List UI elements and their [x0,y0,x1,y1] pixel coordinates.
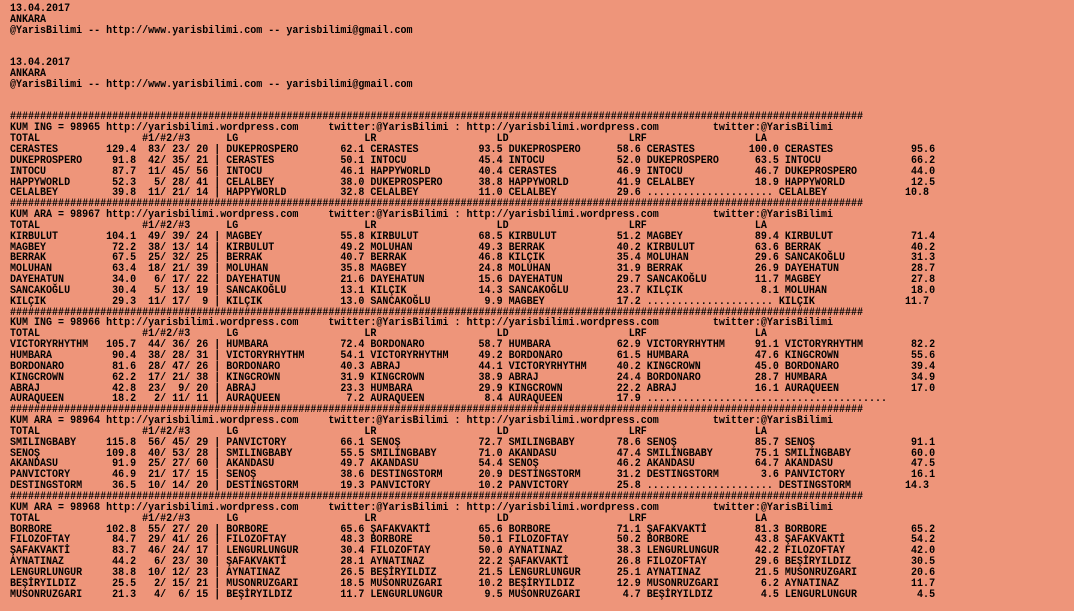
blank-line [10,47,935,58]
report-line: DUKEPROSPERO 91.8 42/ 35/ 21 | CERASTES 50.1 INTOCU 45.4 INTOCU 52.0 DUKEPROSPERO 63.5 INTOCU 66.2 [10,154,936,167]
report-line: ANKARA [10,13,47,26]
report-line: ANKARA [10,68,47,81]
report-line: SENOŞ 109.8 40/ 53/ 28 | SMILINGBABY 55.5 SMILINGBABY 71.0 AKANDASU 47.4 SMILINGBABY 75.1 SMILINGBABY 60.0 [10,447,936,460]
report-line: INTOCU 87.7 11/ 45/ 56 | INTOCU 46.1 HAPPYWORLD 40.4 CERASTES 46.9 INTOCU 46.7 DUKEPROSPERO 44.0 [10,165,936,178]
race-header-line: KUM ING = 98966 http://yarisbilimi.wordpress.com twitter:@YarisBilimi : http://yarisbilimi.wordpress.com twitter:@YarisBilimi [10,317,833,330]
report-line: SANCAKOĞLU 30.4 5/ 13/ 19 | SANCAKOĞLU 13.1 KILÇIK 14.3 SANCAKOĞLU 23.7 KILÇIK 8.1 MOLUHAN 18.0 [10,284,936,297]
column-header-line: TOTAL #1/#2/#3 LG LR LD LRF LA [10,219,767,232]
report-line: BEŞİRYILDIZ 25.5 2/ 15/ 21 | MUSONRUZGARI 18.5 MUSONRUZGARI 10.2 BEŞİRYILDIZ 12.9 MUSONRUZGARI 6.2 AYNATINAZ 11.7 [10,577,936,590]
report-line: BORBORE 102.8 55/ 27/ 20 | BORBORE 65.6 ŞAFAKVAKTİ 65.6 BORBORE 71.1 ŞAFAKVAKTİ 81.3 BORBORE 65.2 [10,523,936,536]
race-header-line: KUM ARA = 98967 http://yarisbilimi.wordpress.com twitter:@YarisBilimi : http://yarisbilimi.wordpress.com twitter:@YarisBilimi [10,209,833,222]
report-line: SMILINGBABY 115.8 56/ 45/ 29 | PANVICTORY 66.1 SENOŞ 72.7 SMILINGBABY 78.6 SENOŞ 85.7 SENOŞ 91.1 [10,436,936,449]
column-header-line: TOTAL #1/#2/#3 LG LR LD LRF LA [10,512,767,525]
report-line: MAGBEY 72.2 38/ 13/ 14 | KIRBULUT 49.2 MOLUHAN 49.3 BERRAK 40.2 KIRBULUT 63.6 BERRAK 40.2 [10,241,936,254]
date-line: 13.04.2017 [10,3,71,15]
report-line: MUSONRUZGARI 21.3 4/ 6/ 15 | BEŞİRYILDIZ 11.7 LENGURLUNGUR 9.5 MUSONRUZGARI 4.7 BEŞİRYILDIZ 4.5 LENGURLUNGUR 4.5 [10,588,936,601]
section-separator: ############################################################################################################################################## [10,490,863,503]
report-line: KILÇIK 29.3 11/ 17/ 9 | KILÇIK 13.0 SANCAKOĞLU 9.9 MAGBEY 17.2 ..................... KILÇIK 11.7 [10,295,930,308]
section-separator: ############################################################################################################################################## [10,306,863,319]
report-line: FILOZOFTAY 84.7 29/ 41/ 26 | FILOZOFTAY 48.3 BORBORE 50.1 FILOZOFTAY 50.2 BORBORE 43.8 ŞAFAKVAKTİ 54.2 [10,534,936,547]
report-line: BORDONARO 81.6 28/ 47/ 26 | BORDONARO 40.3 ABRAJ 44.1 VICTORYRHYTHM 40.2 KINGCROWN 45.0 BORDONARO 39.4 [10,360,936,373]
report-line: ŞAFAKVAKTİ 83.7 46/ 24/ 17 | LENGURLUNGUR 30.4 FILOZOFTAY 50.0 AYNATINAZ 38.3 LENGURLUNGUR 42.2 FILOZOFTAY 42.0 [10,545,936,558]
report-line: VICTORYRHYTHM 105.7 44/ 36/ 26 | HUMBARA 72.4 BORDONARO 58.7 HUMBARA 62.9 VICTORYRHYTHM 91.1 VICTORYRHYTHM 82.2 [10,339,936,352]
report-line: AURAQUEEN 18.2 2/ 11/ 11 | AURAQUEEN 7.2 AURAQUEEN 8.4 AURAQUEEN 17.9 ........................................ [10,393,888,406]
report-line: @YarisBilimi -- http://www.yarisbilimi.com -- yarisbilimi@gmail.com [10,78,413,91]
race-header-line: KUM ARA = 98968 http://yarisbilimi.wordpress.com twitter:@YarisBilimi : http://yarisbilimi.wordpress.com twitter:@YarisBilimi [10,501,833,514]
report-line: ABRAJ 42.8 23/ 9/ 20 | ABRAJ 23.3 HUMBARA 29.9 KINGCROWN 22.2 ABRAJ 16.1 AURAQUEEN 17.0 [10,382,936,395]
report-line: @YarisBilimi -- http://www.yarisbilimi.com -- yarisbilimi@gmail.com [10,24,413,37]
report-line: CELALBEY 39.8 11/ 21/ 14 | HAPPYWORLD 32.8 CELALBEY 11.0 CELALBEY 29.6 ..................... CELALBEY 10.8 [10,187,930,200]
report-line: DAYEHATUN 34.0 6/ 17/ 22 | DAYEHATUN 21.6 DAYEHATUN 15.6 DAYEHATUN 29.7 SANCAKOĞLU 11.7 MAGBEY 27.8 [10,274,936,287]
date-line: 13.04.2017 [10,57,71,70]
report-line: KIRBULUT 104.1 49/ 39/ 24 | MAGBEY 55.8 KIRBULUT 68.5 KIRBULUT 51.2 MAGBEY 89.4 KIRBULUT 71.4 [10,230,936,243]
blank-line [10,91,935,102]
report-line: CERASTES 129.4 83/ 23/ 20 | DUKEPROSPERO 62.1 CERASTES 93.5 DUKEPROSPERO 58.6 CERASTES 100.0 CERASTES 95.6 [10,143,936,156]
race-report-document [10,4,935,600]
report-line: HAPPYWORLD 52.3 5/ 28/ 41 | CELALBEY 38.0 DUKEPROSPERO 38.8 HAPPYWORLD 41.9 CELALBEY 18.9 HAPPYWORLD 12.5 [10,176,936,189]
column-header-line: TOTAL #1/#2/#3 LG LR LD LRF LA [10,328,767,341]
report-line: AYNATINAZ 44.2 6/ 23/ 30 | ŞAFAKVAKTİ 28.1 AYNATINAZ 22.2 ŞAFAKVAKTİ 26.8 FILOZOFTAY 29.6 BEŞİRYILDIZ 30.5 [10,556,936,569]
race-header-line: KUM ING = 98965 http://yarisbilimi.wordpress.com twitter:@YarisBilimi : http://yarisbilimi.wordpress.com twitter:@YarisBilimi [10,122,833,135]
report-line: MOLUHAN 63.4 18/ 21/ 39 | MOLUHAN 35.8 MAGBEY 24.8 MOLUHAN 31.9 BERRAK 26.9 DAYEHATUN 28.7 [10,263,936,276]
column-header-line: TOTAL #1/#2/#3 LG LR LD LRF LA [10,425,767,438]
section-separator: ############################################################################################################################################## [10,404,863,417]
section-separator: ############################################################################################################################################## [10,198,863,211]
blank-line [10,37,935,48]
report-line: AKANDASU 91.9 25/ 27/ 60 | AKANDASU 49.7 AKANDASU 54.4 SENOŞ 46.2 AKANDASU 64.7 AKANDASU 47.5 [10,458,936,471]
section-separator: ############################################################################################################################################## [10,111,863,124]
race-header-line: KUM ARA = 98964 http://yarisbilimi.wordpress.com twitter:@YarisBilimi : http://yarisbilimi.wordpress.com twitter:@YarisBilimi [10,415,833,428]
report-line: LENGURLUNGUR 38.8 10/ 12/ 23 | AYNATINAZ 26.5 BEŞİRYILDIZ 21.5 LENGURLUNGUR 25.1 AYNATINAZ 21.5 MUSONRUZGARI 20.6 [10,566,936,579]
report-line: KINGCROWN 62.2 17/ 21/ 38 | KINGCROWN 31.9 KINGCROWN 38.9 ABRAJ 24.4 BORDONARO 28.7 HUMBARA 34.9 [10,371,936,384]
report-line: BERRAK 67.5 25/ 32/ 25 | BERRAK 40.7 BERRAK 46.8 KILÇIK 35.4 MOLUHAN 29.6 SANCAKOĞLU 31.3 [10,252,936,265]
report-line: HUMBARA 90.4 38/ 28/ 31 | VICTORYRHYTHM 54.1 VICTORYRHYTHM 49.2 BORDONARO 61.5 HUMBARA 47.6 KINGCROWN 55.6 [10,350,936,362]
report-line: PANVICTORY 46.9 21/ 17/ 15 | SENOŞ 38.6 DESTINGSTORM 20.9 DESTINGSTORM 31.2 DESTINGSTORM 3.6 PANVICTORY 16.1 [10,469,936,482]
column-header-line: TOTAL #1/#2/#3 LG LR LD LRF LA [10,133,767,146]
report-line: DESTINGSTORM 36.5 10/ 14/ 20 | DESTINGSTORM 19.3 PANVICTORY 10.2 PANVICTORY 25.8 ..................... DESTINGSTORM 14.3 [10,480,930,493]
